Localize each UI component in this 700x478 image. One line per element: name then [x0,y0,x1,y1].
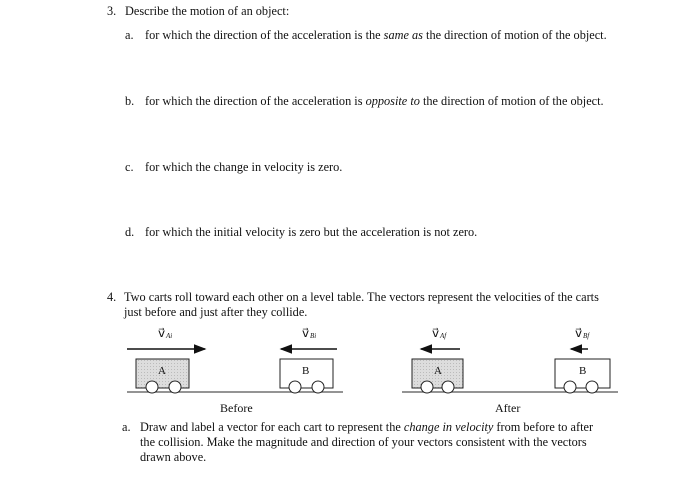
text: for which the direction of the acceleration is [145,94,366,108]
v-af-label [432,326,447,341]
v-bi-label [302,326,317,341]
q4-line1: Two carts roll toward each other on a level table. The vectors represent the velocities of the carts [124,290,599,304]
q3-title: Describe the motion of an object: [125,4,290,18]
q4a-line2: the collision. Make the magnitude and direction of your vectors consistent with the vectors [140,435,587,449]
text: the direction of motion of the object. [419,94,604,108]
q4-number: 4. [107,290,117,304]
v-ai-label [158,326,173,341]
v-symbol: v⃗ [302,326,310,340]
part-label: a. [125,28,134,42]
text: for which the direction of the acceleration is the [145,28,384,42]
part-label: c. [125,160,134,174]
emphasis: change in velocity [403,420,494,434]
cart-a-after-label: A [434,365,442,377]
text: from before to after [493,420,594,434]
cart-b-after-label: B [579,365,587,377]
subscript: Bi [310,332,317,340]
before-caption: Before [220,401,253,415]
cart-a-before-label: A [158,365,166,377]
q4a-line3: drawn above. [140,450,207,464]
q4a-label: a. [122,420,131,434]
part-label: d. [125,225,135,239]
subscript: Ai [166,332,173,340]
q3-number: 3. [107,4,117,18]
v-bf-label [575,326,590,341]
text: the direction of motion of the object. [422,28,607,42]
part-text: for which the change in velocity is zero. [145,160,343,174]
emphasis: opposite to [365,94,420,108]
subscript: Bf [583,332,590,340]
part-text: for which the initial velocity is zero but the acceleration is not zero. [145,225,478,239]
v-symbol: v⃗ [575,326,583,340]
after-caption: After [495,401,521,415]
subscript: Af [440,332,447,340]
text: Draw and label a vector for each cart to represent the [140,420,404,434]
cart-b-before-label: B [302,365,310,377]
v-symbol: v⃗ [432,326,440,340]
q4a-line1 [140,420,593,435]
v-symbol: v⃗ [158,326,166,340]
part-label: b. [125,94,135,108]
emphasis: same as [383,28,423,42]
q4-line2: just before and just after they collide. [124,305,308,319]
